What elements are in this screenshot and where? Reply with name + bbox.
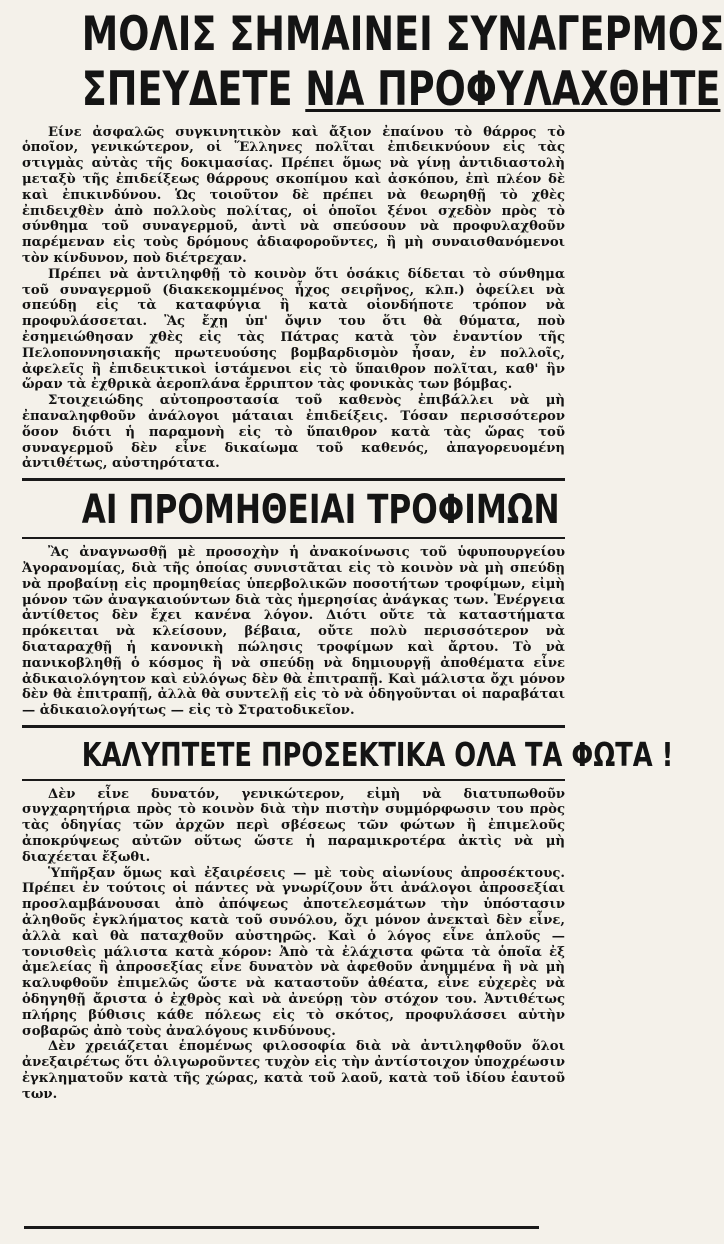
section-divider bbox=[22, 725, 565, 728]
section-divider bbox=[22, 478, 565, 481]
headline-line-2 bbox=[81, 62, 721, 118]
article-3-body bbox=[22, 787, 565, 1103]
article-1-body bbox=[22, 125, 565, 473]
article-2-paragraph: Ἂς ἀναγνωσθῇ μὲ προσοχὴν ἡ ἀνακοίνωσις τοῦ ὑφυπουργείου Ἀγορανομίας, διὰ τῆς ὁποίας συνιστᾶται εἰς τὸ κοινὸν νὰ μὴ σπεύδῃ νὰ προβαίνῃ εἰς προμηθείας ὑπερβολικῶν ποσοτήτων τροφίμων, εἰμὴ μόνον τῶν ἀναγκαιούντων διὰ τὰς ἡμερησίας ἀνάγκας των. Ἐνέργεια ἀντίθετος δὲν ἔχει κανένα λόγον. Διότι οὔτε τὰ καταστήματα πρόκειται νὰ κλείσουν, βέβαια, οὔτε πολὺ περισσότερον νὰ διαταραχθῇ ἡ κανονικὴ πώλησις τροφίμων καὶ ἄρτου. Τὸ νὰ πανικοβληθῇ ὁ κόσμος ἢ νὰ σπεύδῃ νὰ δημιουργῇ ἀποθέματα εἶνε ἀδικαιολόγητον καὶ εὐλόγως δὲν θὰ ἐπιτραπῇ. Καὶ μάλιστα ὄχι μόνον δὲν θὰ ἐπιτραπῇ, ἀλλὰ θὰ συντελῇ εἰς τὸ νὰ ὁδηγοῦνται οἱ παραβάται — ἀδικαιολογήτως — εἰς τὸ Στρατοδικεῖον. bbox=[22, 545, 565, 719]
article-3-paragraph: Δὲν χρειάζεται ἑπομένως φιλοσοφία διὰ νὰ ἀντιληφθοῦν ὅλοι ἀνεξαιρέτως ὅτι ὀλιγωροῦντες τυχὸν εἰς τὴν ἀντίστοιχον ὑποχρέωσιν ἐγκληματοῦν κατὰ τῆς χώρας, κατὰ τοῦ λαοῦ, κατὰ τοῦ ἰδίου ἑαυτοῦ των. bbox=[22, 1039, 565, 1102]
headline-underline bbox=[22, 537, 565, 539]
article-2-body bbox=[22, 545, 565, 719]
article-1-paragraph: Πρέπει νὰ ἀντιληφθῇ τὸ κοινὸν ὅτι ὁσάκις δίδεται τὸ σύνθημα τοῦ συναγερμοῦ (διακεκομμένος ἦχος σειρῆνος, κλπ.) ὀφείλει νὰ σπεύδῃ εἰς τὰ καταφύγια ἢ κατὰ οἱονδήποτε τρόπον νὰ προφυλάσσεται. Ἂς ἔχῃ ὑπ' ὄψιν του ὅτι θὰ θύματα, ποὺ ἐσημειώθησαν χθὲς εἰς τὰς Πάτρας κατὰ τὸν ἐναντίον τῆς Πελοποννησιακῆς πρωτευούσης βομβαρδισμὸν ἦσαν, ἐν πολλοῖς, ἀφελεῖς ἢ ἐπιδεικτικοὶ ἱστάμενοι εἰς τὸ ὕπαιθρον πολῖται, καθ' ἣν ὥραν τὰ ἐχθρικὰ ἀεροπλάνα ἔρριπτον τὰς φονικὰς των βόμβας. bbox=[22, 266, 565, 393]
headline-food-supplies: ΑΙ ΠΡΟΜΗΘΕΙΑΙ ΤΡΟΦΙΜΩΝ bbox=[81, 487, 560, 534]
closing-rule bbox=[24, 1226, 539, 1229]
article-food-supplies bbox=[22, 489, 565, 728]
article-1-paragraph: Είνε ἀσφαλῶς συγκινητικὸν καὶ ἄξιον ἐπαίνου τὸ θάρρος τὸ ὁποῖον, γενικώτερον, οἱ Ἕλληνες πολῖται ἐπιδεικνύουν εἰς τὰς στιγμὰς αὐτὰς τῆς δοκιμασίας. Πρέπει ὅμως νὰ γίνῃ ἀντιδιαστολὴ μεταξὺ τῆς ἐπιδείξεως θάρρους σκοπίμου καὶ ἀσκόπου, ἐπὶ πλέον δὲ καὶ ἐπικινδύνου. Ὡς τοιοῦτον δὲ πρέπει νὰ θεωρηθῇ τὸ χθὲς ἐπιδειχθὲν ἀπὸ πολλοὺς πολίτας, οἱ ὁποῖοι ξένοι σχεδὸν πρὸς τὸ σύνθημα τοῦ συναγερμοῦ, ἀντὶ νὰ σπεύσουν νὰ προφυλαχθοῦν παρέμεναν εἰς τοὺς δρόμους ἀδιαφοροῦντες, ἢ μὴ συναισθανόμενοι τὸν κίνδυνον, ποὺ διέτρεχαν. bbox=[22, 124, 565, 267]
article-3-paragraph: Δὲν εἶνε δυνατόν, γενικώτερον, εἰμὴ νὰ διατυπωθοῦν συγχαρητήρια πρὸς τὸ κοινὸν διὰ τὴν πιστὴν συμμόρφωσιν του πρὸς τὰς ὁδηγίας τῶν ἀρχῶν περὶ σβέσεως τῶν φώτων ἢ ἐπιμελοῦς ἀποκρύψεως αὐτῶν οὕτως ὥστε ἡ παραμικροτέρα ἀκτὶς νὰ μὴ διαχέεται ἔξωθι. bbox=[22, 786, 565, 865]
headline-line-2-prefix: ΣΠΕΥΔΕΤΕ bbox=[81, 62, 306, 118]
article-1-paragraph: Στοιχειώδης αὐτοπροστασία τοῦ καθενὸς ἐπιβάλλει νὰ μὴ ἐπαναληφθοῦν ἀνάλογοι μάταιαι ἐπιδείξεις. Τόσαν περισσότερον ὅσον διότι ἡ παραμονὴ εἰς τὸ ὕπαιθρον κατὰ τὰς ὥρας τοῦ συναγερμοῦ δὲν εἶνε δικαίωμα τοῦ καθενός, ἀπαγορευομένη ἀντιθέτως, αὐστηρότατα. bbox=[22, 393, 565, 472]
headline-line-1: ΜΟΛΙΣ ΣΗΜΑΙΝΕΙ ΣΥΝΑΓΕΡΜΟΣ bbox=[81, 7, 724, 62]
headline-line-2-underlined: ΝΑ ΠΡΟΦΥΛΑΧΘΗΤΕ bbox=[305, 62, 721, 118]
article-air-raid-alarm bbox=[22, 7, 724, 481]
headline-cover-lights: ΚΑΛΥΠΤΕΤΕ ΠΡΟΣΕΚΤΙΚΑ ΟΛΑ ΤΑ ΦΩΤΑ ! bbox=[81, 734, 674, 774]
article-3-paragraph: Ὑπῆρξαν ὅμως καὶ ἐξαιρέσεις — μὲ τοὺς αἰωνίους ἀπροσέκτους. Πρέπει ἐν τούτοις οἱ πάντες νὰ γνωρίζουν ὅτι ἀνάλογοι ἀπροσεξίαι προσλαμβάνουσαι ἀπὸ ἀπόψεως ἀποτελεσμάτων τὴν ὑπόστασιν ἀληθοῦς ἐγκλήματος κατὰ τοῦ συνόλου, ὄχι μόνον ἀνεκταὶ δὲν εἶνε, ἀλλὰ καὶ θὰ παταχθοῦν αὐστηρῶς. Καὶ ὁ λόγος εἶνε ἁπλοῦς — τονισθεὶς μάλιστα κατὰ κόρον: Ἀπὸ τὰ ἐλάχιστα φῶτα τὰ ὁποῖα ἐξ ἀμελείας ἢ ἀπροσεξίας εἶνε δυνατὸν νὰ ἀφεθοῦν ἀνημμένα ἢ νὰ μὴ καλυφθοῦν ἐπιμελῶς ὥστε νὰ καταστοῦν ἀθέατα, εἶνε εὐχερὲς νὰ ὁδηγηθῇ ἄριστα ὁ ἐχθρὸς καὶ νὰ ἀνεύρῃ τὸν στόχον του. Ἀντιθέτως πλήρης βύθισις κάθε πόλεως εἰς τὸ σκότος, προφυλάσσει αὐτὴν σοβαρῶς ἀπὸ τοὺς ἀναλόγους κινδύνους. bbox=[22, 865, 565, 1039]
headline-underline bbox=[22, 779, 565, 781]
article-cover-lights bbox=[22, 734, 674, 1103]
